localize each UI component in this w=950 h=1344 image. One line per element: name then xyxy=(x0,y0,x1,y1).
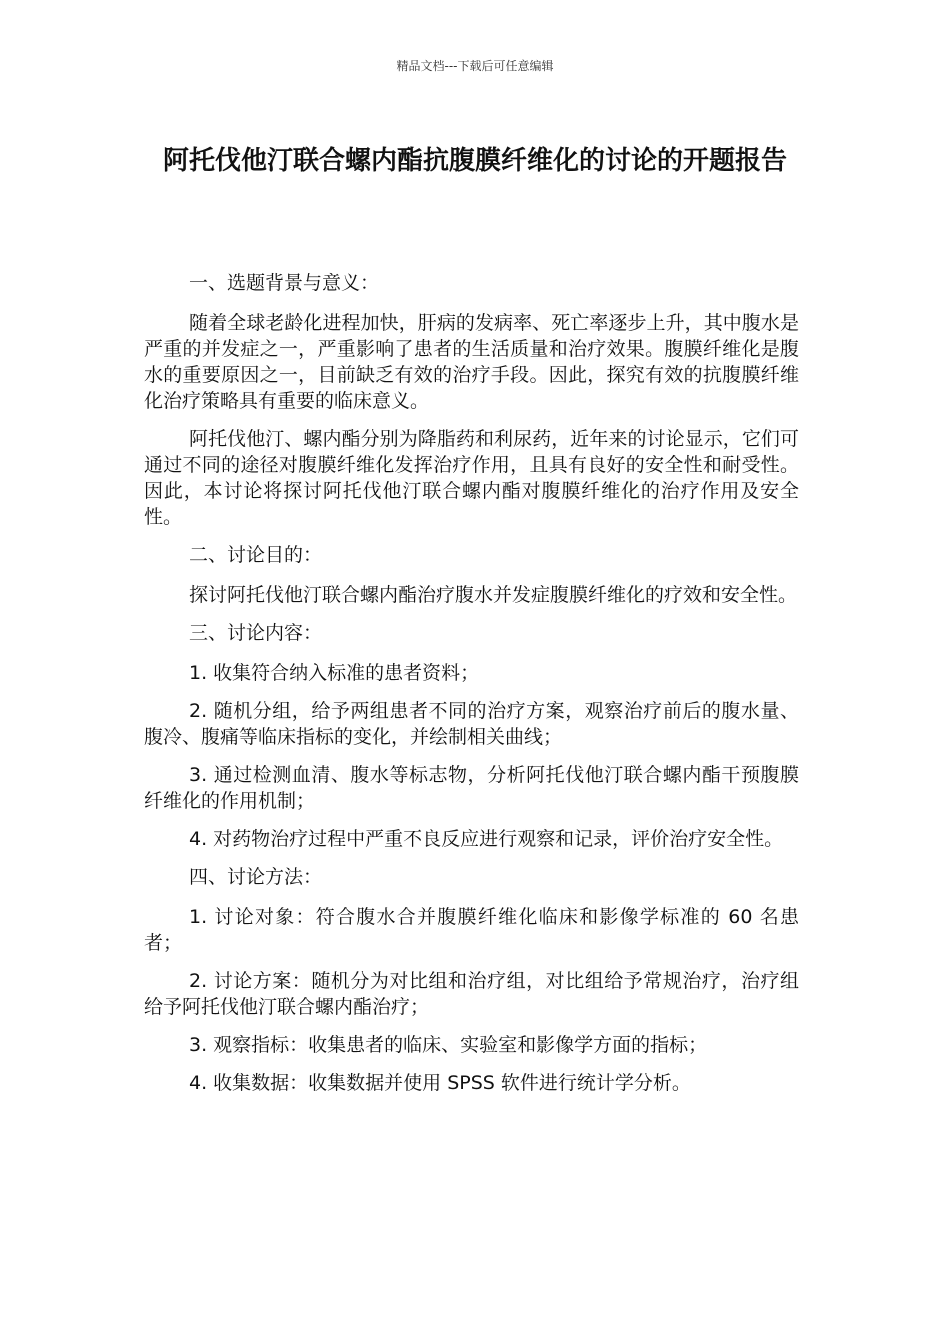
section-heading-purpose: 二、讨论目的： xyxy=(189,544,323,566)
paragraph-purpose: 探讨阿托伐他汀联合螺内酯治疗腹水并发症腹膜纤维化的疗效和安全性。 xyxy=(189,584,798,606)
document-body xyxy=(144,270,799,1108)
paragraph-background-1: 随着全球老龄化进程加快，肝病的发病率、死亡率逐步上升，其中腹水是严重的并发症之一，严重影响了患者的生活质量和治疗效果。腹膜纤维化是腹水的重要原因之一，目前缺乏有效的治疗手段。因此，探究有效的抗腹膜纤维化治疗策略具有重要的临床意义。 xyxy=(144,312,799,412)
content-list-item: 2. 随机分组，给予两组患者不同的治疗方案，观察治疗前后的腹水量、腹冷、腹痛等临床指标的变化，并绘制相关曲线； xyxy=(144,700,799,748)
header-note: 精品文档---下载后可任意编辑 xyxy=(396,59,554,73)
methods-list-item: 3. 观察指标：收集患者的临床、实验室和影像学方面的指标； xyxy=(189,1034,708,1056)
methods-list-item: 4. 收集数据：收集数据并使用 SPSS 软件进行统计学分析。 xyxy=(189,1072,691,1094)
methods-list-item: 2. 讨论方案：随机分为对比组和治疗组，对比组给予常规治疗，治疗组给予阿托伐他汀联合螺内酯治疗； xyxy=(144,970,799,1018)
document-title: 阿托伐他汀联合螺内酯抗腹膜纤维化的讨论的开题报告 xyxy=(162,146,787,176)
content-list-item: 4. 对药物治疗过程中严重不良反应进行观察和记录，评价治疗安全性。 xyxy=(189,828,784,850)
section-heading-content: 三、讨论内容： xyxy=(189,622,323,644)
content-list-item: 3. 通过检测血清、腹水等标志物，分析阿托伐他汀联合螺内酯干预腹膜纤维化的作用机制； xyxy=(144,764,799,812)
content-list-item: 1. 收集符合纳入标准的患者资料； xyxy=(189,662,480,684)
section-heading-methods: 四、讨论方法： xyxy=(189,866,323,888)
methods-list-item: 1. 讨论对象：符合腹水合并腹膜纤维化临床和影像学标准的 60 名患者； xyxy=(144,906,799,954)
section-heading-background: 一、选题背景与意义： xyxy=(189,272,380,294)
paragraph-background-2: 阿托伐他汀、螺内酯分别为降脂药和利尿药，近年来的讨论显示，它们可通过不同的途径对腹膜纤维化发挥治疗作用，且具有良好的安全性和耐受性。因此，本讨论将探讨阿托伐他汀联合螺内酯对腹膜纤维化的治疗作用及安全性。 xyxy=(144,428,799,528)
